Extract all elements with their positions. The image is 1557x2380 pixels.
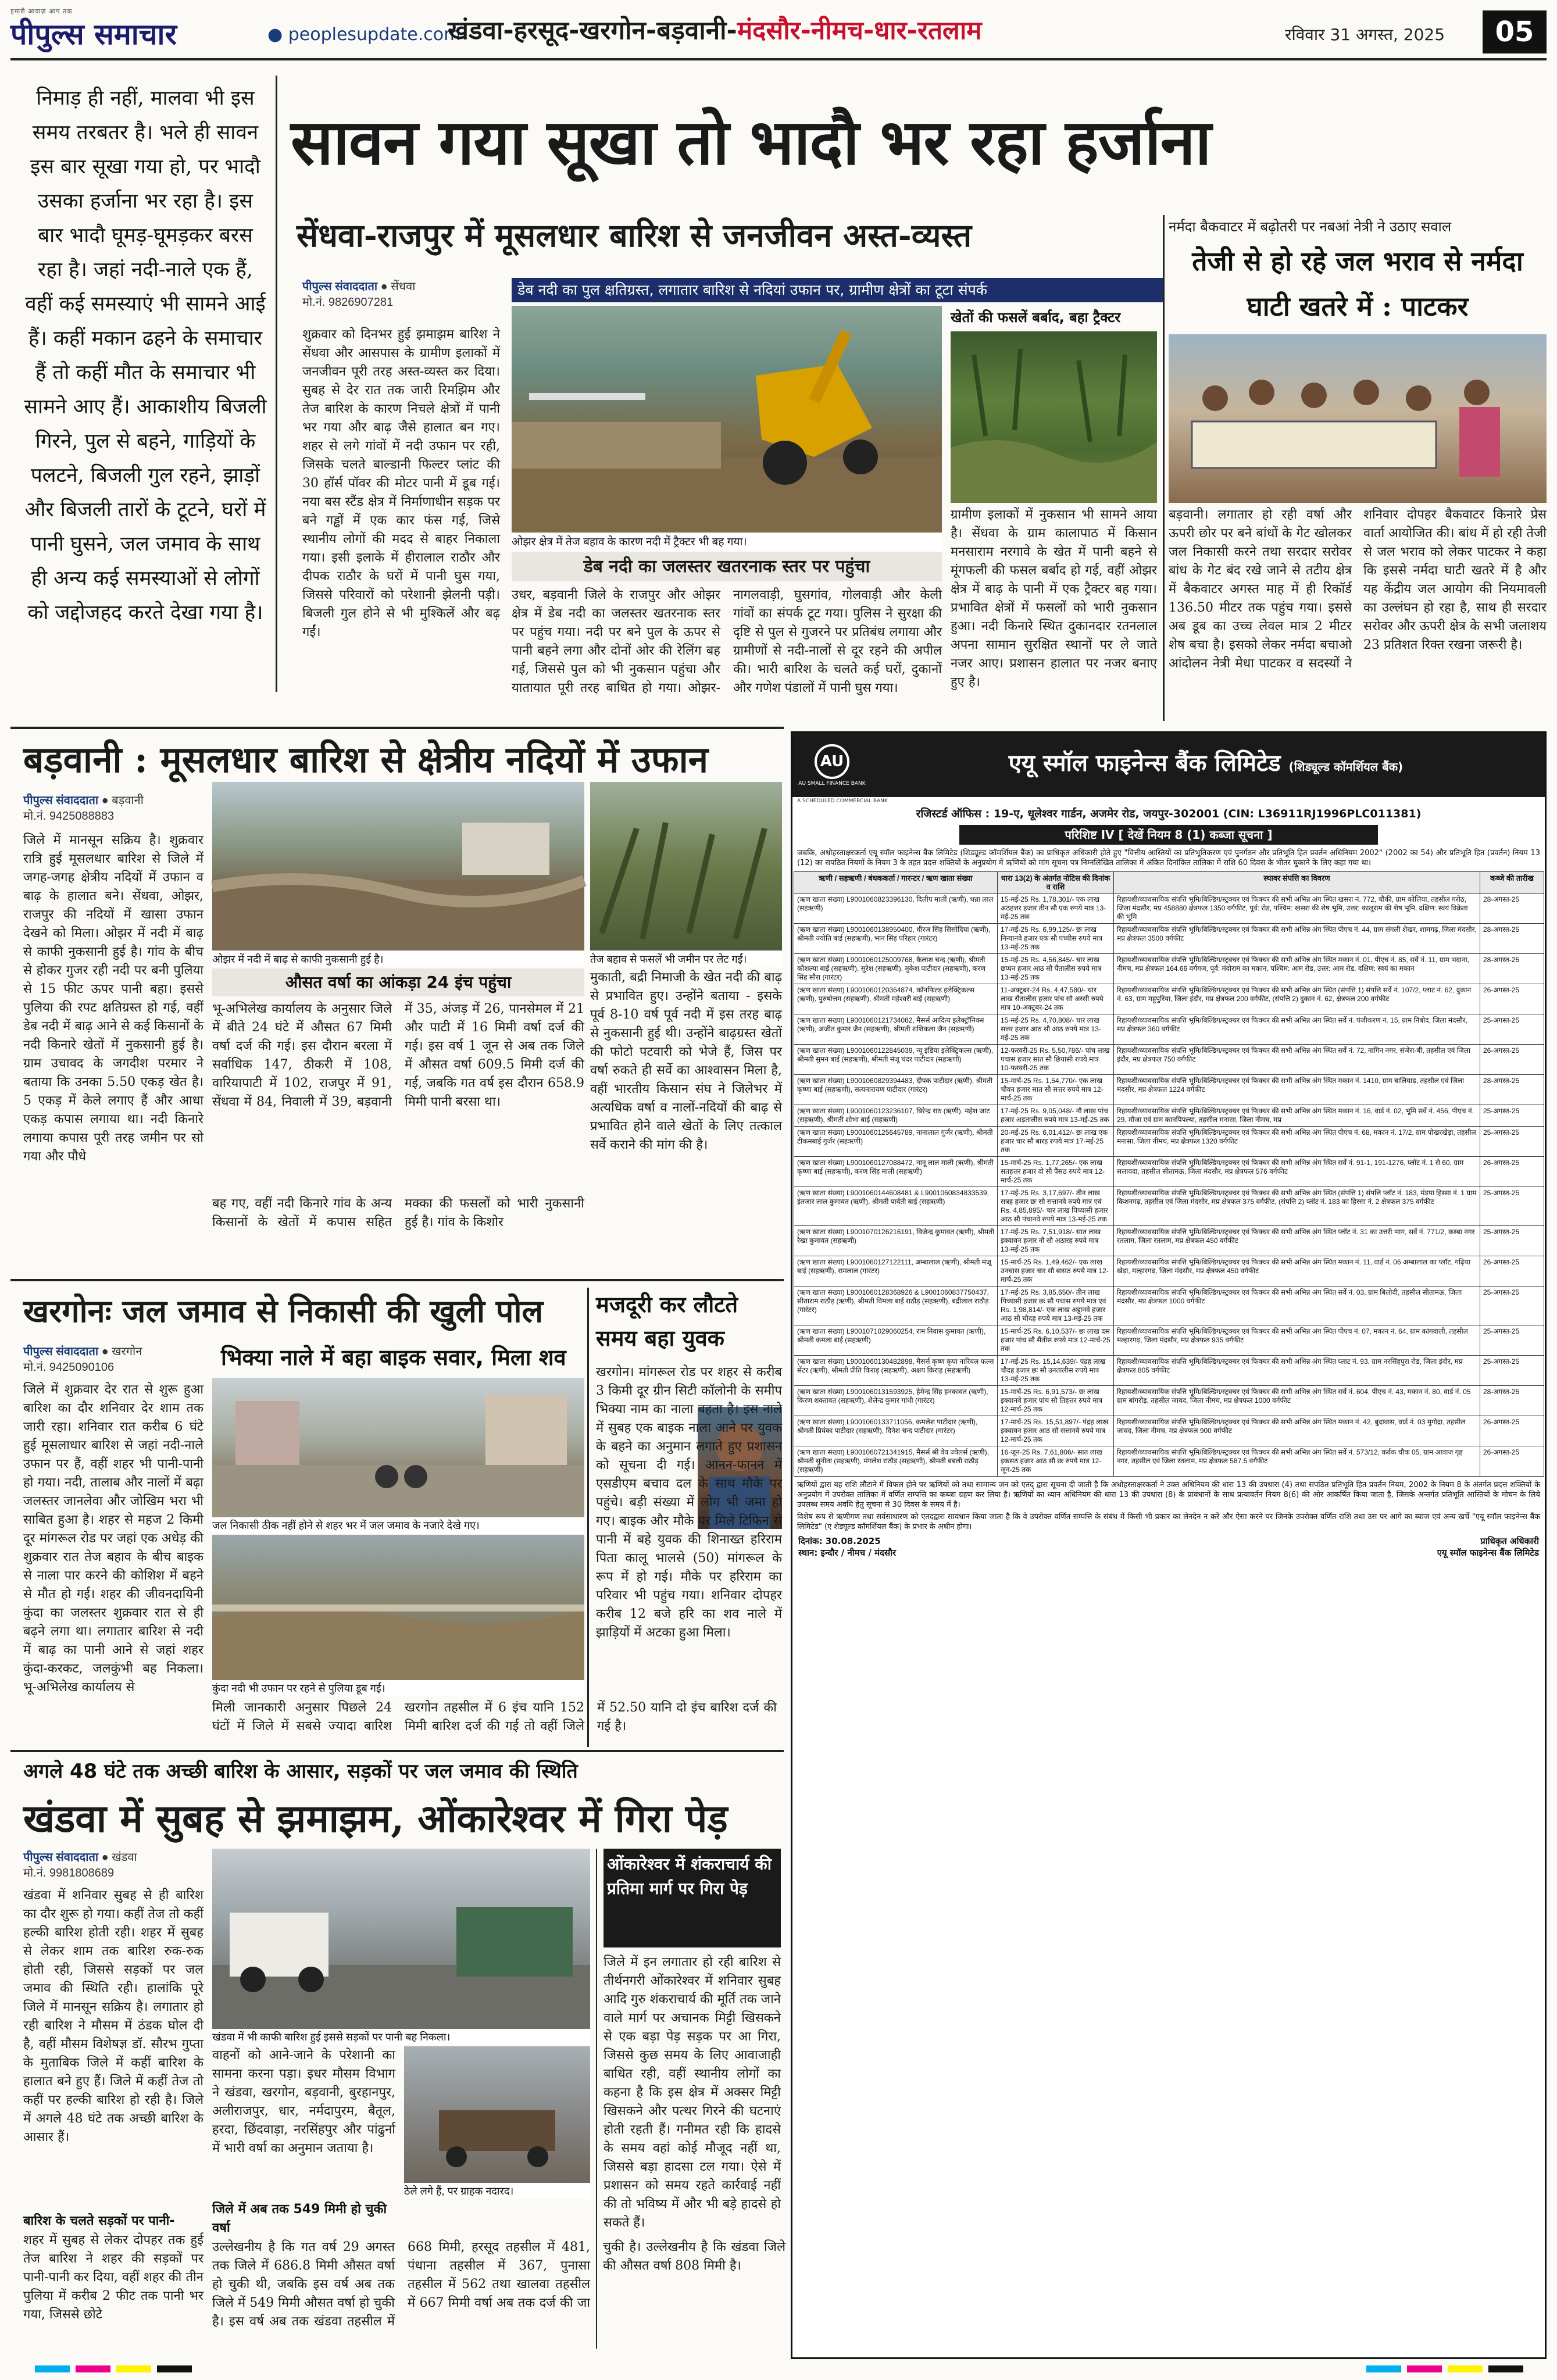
cell-borrower: (ऋण खाता संख्या) L9001060123236107, बिरेन्द्र राठ (ऋणी), महेश जाट (सहऋणी), श्रीमती शोभा बाई (सहऋणी) xyxy=(794,1105,998,1127)
barwani-headline: बड़वानी : मूसलधार बारिश से क्षेत्रीय नदियों में उफान xyxy=(23,738,709,781)
cell-borrower: (ऋण खाता संख्या) L9001060125009768, कैलाश चन्द (ऋणी), श्रीमती कौशल्या बाई (सहऋणी), सुरेश (सहऋणी), मुकेश पाटीदार (सहऋणी), करण सिंह सौरा (गारंटर) xyxy=(794,954,998,984)
cell-property: रिहायशी/व्यावसायिक संपत्ति भूमि/बिल्डिंग/स्ट्रक्चर एवं फिक्चर की सभी अभिन्न अंग स्थित पीएच नं. 68, मकान नं. 17/2, ग्राम पोखरखेड़ा, तहसील मनासा, जिला नीमच, मप्र क्षेत्रफल 1320 वर्गफीट xyxy=(1114,1127,1480,1157)
barwani-caption-1: ओझर में नदी में बाढ़ से काफी नुकसानी हुई है। xyxy=(212,951,584,967)
khandwa-photo-2 xyxy=(404,2046,590,2183)
byline-city: ● खरगोन xyxy=(101,1345,142,1358)
cell-property: रिहायशी/व्यावसायिक संपत्ति भूमि/बिल्डिंग/स्ट्रक्चर एवं फिक्चर की सभी अभिन्न अंग स्थित सर्वे नं. 573/12, कर्वक चौक 05, ग्राम आवाज गृह नगर, तहसील एवं जिला रतलाम, मप्र क्षेत्रफल 587.5 वर्गफीट xyxy=(1114,1446,1480,1477)
cell-borrower: (ऋण खाता संख्या) L9001060823396130, दिलीप मालीं (ऋणी), धन्ना लाल (सहऋणी) xyxy=(794,894,998,924)
cell-date: 26-अगस्त-25 xyxy=(1480,1157,1544,1187)
narmada-kicker: नर्मदा बैकवाटर में बढ़ोतरी पर नबआं नेत्री ने उठाए सवाल xyxy=(1169,219,1452,235)
byline-org: पीपुल्स संवाददाता xyxy=(302,280,378,293)
khargone-photo-2 xyxy=(212,1535,584,1680)
notice-heading: परिशिष्ट IV [ देखें नियम 8 (1) कब्जा सूचना ] xyxy=(959,825,1378,845)
protest-photo xyxy=(1169,334,1547,503)
byline-phone: मो.नं. 9425090106 xyxy=(23,1361,115,1374)
cell-date: 25-अगस्त-25 xyxy=(1480,1105,1544,1127)
cell-borrower: (ऋण खाता संख्या) L9001060120364874, कॉनफिल्ड इलेक्ट्रिकल्स (ऋणी), पुरुषोत्तम (सहऋणी), श्रीमती महेश्वरी बाई (सहऋणी) xyxy=(794,984,998,1014)
sendhwa-strip: डेब नदी का पुल क्षतिग्रस्त, लगातार बारिश से नदियां उफान पर, ग्रामीण क्षेत्रों का टूटा संपर्क xyxy=(512,278,1163,302)
table-row xyxy=(794,1226,1544,1256)
byline-city: ● बड़वानी xyxy=(101,794,144,807)
table-row xyxy=(794,1287,1544,1325)
ad-title xyxy=(867,747,1545,783)
regions-black: खंडवा-हरसूद-खरगोन-बड़वानी- xyxy=(448,16,737,45)
table-row xyxy=(794,1075,1544,1105)
page-number: 05 xyxy=(1483,10,1547,53)
column-divider xyxy=(596,1849,597,2349)
ad-title-text: एयू स्मॉल फाइनेन्स बैंक लिमिटेड xyxy=(1008,750,1281,777)
omkareshwar-body: जिले में इन लगातार हो रही बारिश से तीर्थनगरी ओंकारेश्वर में शनिवार सुबह आदि गुरु शंकराचार्य की मूर्ति तक जाने वाले मार्ग पर अचानक मिट्टी खिसकने से एक बड़ा पेड़ सड़क पर आ गिरा, जिससे कुछ समय के लिए आवाजाही बाधित रही, वहीं स्थानीय लोगों का कहना है कि इस क्षेत्र में अक्सर मिट्टी खिसकने और पत्थर गिरने की घटनाएं होती रहती हैं। गनीमत रही कि हादसे के समय वहां कोई मौजूद नहीं था, जिससे बड़ा हादसा टल गया। ऐसे में प्रशासन को समय रहते कार्रवाई नहीं की तो भविष्य में और भी बड़े हादसे हो सकते हैं। xyxy=(603,1955,781,2230)
table-row xyxy=(794,1325,1544,1356)
issue-date: रविवार 31 अगस्त, 2025 xyxy=(1285,25,1445,44)
cell-property: रिहायशी/व्यावसायिक संपत्ति भूमि/बिल्डिंग/स्ट्रक्चर एवं फिक्चर की सभी अभिन्न अंग स्थित सर्वे नं. 03, ग्राम बिलोदी, तहसील सीतामऊ, जिला मंदसौर, मप्र क्षेत्रफल 1000 वर्गफीट xyxy=(1114,1287,1480,1325)
sidebar-intro: निमाड़ ही नहीं, मालवा भी इस समय तरबतर है। भले ही सावन इस बार सूखा गया हो, पर भादौ उसका हर्जाना भर रहा है। इस बार भादौ घूमड़-घूमड़कर बरस रहा है। जहां नदी-नाले एक हैं, वहीं कई समस्याएं भी सामने आई हैं। कहीं मकान ढहने के समाचार हैं तो कहीं मौत के समाचार भी सामने आए हैं। आकाशीय बिजली गिरने, पुल से बहने, गाड़ियों के पलटने, बिजली गुल रहने, झाड़ों और बिजली तारों के टूटने, घरों में पानी घुसने, जल जमाव के साथ ही अन्य कई समस्याओं से लोगों को जद्दोजहद करते देखा गया है। xyxy=(24,87,267,624)
table-row xyxy=(794,1446,1544,1477)
barwani-tail: बह गए, वहीं नदी किनारे गांव के अन्य किसानों के खेतों में कपास सहित मक्का की फसलों को भारी नुकसानी हुई है। गांव के किशोर xyxy=(212,1196,584,1230)
cell-borrower: (ऋण खाता संख्या) L9001060128368926 & L9001060837750437, सीताराम राठौड़ (ऋणी), श्रीमती विमला बाई राठौड़ (सहऋणी), बद्रीलाल राठौड़ (गारंटर) xyxy=(794,1287,998,1325)
table-row xyxy=(794,894,1544,924)
barwani-photo-2 xyxy=(590,782,782,950)
cell-property: रिहायशी/व्यावसायिक संपत्ति भूमि/बिल्डिंग/स्ट्रक्चर एवं फिक्चर की सभी अभिन्न अंग स्थित (संपत्ति 1) संपत्ति प्लॉट नं. 183, मंडपा हिस्सा नं. 1 ग्राम किशनगढ़, तहसील एवं जिला मंदसौर, मप्र क्षेत्रफल 375 वर्गफीट, (संपत्ति 2) प्लॉट नं. 183 का हिस्सा नं. 2 क्षेत्रफल 375 वर्गफीट xyxy=(1114,1187,1480,1226)
table-row xyxy=(794,924,1544,954)
signatory-title: प्राधिकृत अधिकारी xyxy=(1480,1536,1539,1546)
table-row xyxy=(794,1256,1544,1287)
cell-date: 26-अगस्त-25 xyxy=(1480,1416,1544,1446)
regions-red: मंदसौर-नीमच-धार-रतलाम xyxy=(737,16,982,45)
cell-borrower: (ऋण खाता संख्या) L9001060721341915, मैसर्स श्री वेव ज्वेलर्स (ऋणी), श्रीमती सुनीता (सहऋणी), मंगलेश राठौड़ (सहऋणी), श्रीमती बबली राठौड़ (सहऋणी) xyxy=(794,1446,998,1477)
cell-date: 25-अगस्त-25 xyxy=(1480,1014,1544,1045)
traffic-illustration xyxy=(212,1849,590,2029)
column-divider xyxy=(587,1288,589,1747)
print-color-bar xyxy=(35,2364,1523,2374)
barwani-col3: मुकाती, बद्री निमाजी के खेत नदी की बाढ़ से प्रभावित हुए। उन्होंने बताया - इसके पूर्व 8-10 वर्ष पूर्व नदी में इस तरह बाढ़ से नुकसानी हुई थी। उन्होंने बाढ़ग्रस्त खेतों की फोटो पटवारी को भेजे हैं, जिस पर वर्षा रुकते ही सर्वे का आश्वासन मिला है, वहीं भारतीय किसान संघ ने जिलेभर में अत्यधिक वर्षा व नालों-नदियों की बाढ़ से प्रभावित होने वाले खेतों के लिए तत्काल सर्वे कराने की मांग की है। xyxy=(590,970,782,1152)
crop-field-illustration xyxy=(590,782,782,950)
ad-title-block xyxy=(867,747,1545,783)
possession-table xyxy=(794,871,1544,1477)
khandwa-photo-1 xyxy=(212,1849,590,2029)
au-logo-icon: AU xyxy=(815,744,849,779)
ad-header xyxy=(792,733,1545,797)
notice-place: स्थान: इन्दौर / नीमच / मंदसौर xyxy=(798,1548,897,1558)
cell-property: रिहायशी/व्यावसायिक संपत्ति भूमि/बिल्डिंग/स्ट्रक्चर एवं फिक्चर की सभी अभिन्न अंग स्थित पीएच नं. 07, मकान नं. 64, ग्राम कांगवाली, तहसील मल्हारगढ़, जिला मंदसौर, मप्र क्षेत्रफल 935 वर्गफीट xyxy=(1114,1325,1480,1356)
khandwa-caption-2: ठेले लगे हैं, पर ग्राहक नदारद। xyxy=(404,2183,590,2199)
cell-date: 26-अगस्त-25 xyxy=(1480,1045,1544,1075)
ad-address: रजिस्टर्ड ऑफिस : 19-ए, धूलेश्वर गार्डन, अजमेर रोड, जयपुर-302001 (CIN: L36911RJ1996PLC011381) xyxy=(916,807,1422,820)
cell-notice: 17-मई-25 Rs. 9,05,048/- नौ लाख पांच हजार अड़तालीस रुपये मात्र 13-मई-25 तक xyxy=(998,1105,1114,1127)
cell-date: 26-अगस्त-25 xyxy=(1480,1446,1544,1477)
khargone-body: जिले में शुक्रवार देर रात से शुरू हुआ बारिश का दौर शनिवार देर शाम तक जारी रहा। शनिवार रात करीब 6 घंटे हुई मूसलाधार बारिश से जहां नदी-नाले उफान पर हैं, वहीं शहर भी पानी-पानी हो गया। नदी, तालाब और नालों में बढ़ा जलस्तर जानलेवा और जोखिम भरा भी साबित हुआ है। शहर से महज 2 किमी दूर मांगरूल रोड पर जहां एक अधेड़ की शुक्रवार रात तेज बहाव के बीच बाइक से नाला पार करने की कोशिश में बहने से मौत हो गई। शहर की जीवनदायिनी कुंदा का जलस्तर शुक्रवार रात से ही बढ़ने लगा था। लगातार बारिश से नदी में बाढ़ का पानी आने से जहां शहर कुंदा-करकट, जलकुंभी बह निकला। भू-अभिलेख कार्यालय से xyxy=(23,1382,203,1695)
header-rule xyxy=(10,58,1547,60)
table-row xyxy=(794,1105,1544,1127)
cell-property: रिहायशी/व्यावसायिक संपत्ति भूमि/बिल्डिंग/स्ट्रक्चर एवं फिक्चर की सभी अभिन्न अंग स्थित मकान नं. 1410, ग्राम बालियाड़, तहसील एवं जिला मंदसौर, मप्र क्षेत्रफल 1224 वर्गफीट xyxy=(1114,1075,1480,1105)
cell-property: रिहायशी/व्यावसायिक संपत्ति भूमि/बिल्डिंग/स्ट्रक्चर एवं फिक्चर की सभी अभिन्न अंग स्थित मकान नं. 11, वार्ड नं. 06 अम्बालाल का प्लॉट, गढ़िया खेड़ा, मल्हारगढ़, जिला मंदसौर, मप्र क्षेत्रफल 450 वर्गफीट xyxy=(1114,1256,1480,1287)
khandwa-body: खंडवा में शनिवार सुबह से ही बारिश का दौर शुरू हो गया। कहीं तेज तो कहीं हल्की बारिश होती रही। शहर में सुबह से लेकर शाम तक बारिश रुक-रुक होती रही, जिससे सड़कों पर जल जमाव की स्थिति रही। हालांकि पूरे जिले में मानसून सक्रिय है। लगातार हो रही बारिश ने मौसम में ठंडक घोल दी है, वहीं मौसम विशेषज्ञ डॉ. सौरभ गुप्ता के मुताबिक जिले में कहीं बारिश के हालात बने हुए हैं। जिले में कहीं तेज तो कहीं पर हल्की बारिश हो रही है। जिले में अगले 48 घंटे तक अच्छी बारिश के आसार हैं। xyxy=(23,1888,203,2145)
cell-borrower: (ऋण खाता संख्या) L9001071029060254, राम निवास कुमावत (ऋणी), श्रीमती कमला बाई (सहऋणी) xyxy=(794,1325,998,1356)
notice-date: दिनांक: 30.08.2025 xyxy=(798,1536,881,1546)
crop-illustration xyxy=(951,331,1157,503)
byline-city: ● सेंधवा xyxy=(380,280,416,293)
cell-property: रिहायशी/व्यावसायिक संपत्ति भूमि/बिल्डिंग/स्ट्रक्चर एवं फिक्चर की सभी अभिन्न अंग स्थित सर्वे नं. 91-1, 191-1276, प्लॉट नं. 1 से 60, ग्राम सलावदा, तहसील सीतामऊ, जिला मंदसौर, मप्र क्षेत्रफल 576 वर्गफीट xyxy=(1114,1157,1480,1187)
barwani-photo-1 xyxy=(212,782,584,950)
table-row xyxy=(794,954,1544,984)
byline-org: पीपुल्स संवाददाता xyxy=(23,1851,99,1864)
cell-property: रिहायशी/व्यावसायिक संपत्ति भूमि/बिल्डिंग/स्ट्रक्चर एवं फिक्चर की सभी अभिन्न अंग स्थित मकान नं. 01, पीएच नं. 85, सर्वे नं. 11, ग्राम भदाना, नीमच, मप्र क्षेत्रफल 164.66 वर्गगज, पूर्व: मंदोराम का मकान, पश्चिम: आम रोड, उत्तर: आम रोड, दक्षिण: स्वयं का मकान xyxy=(1114,954,1480,984)
byline-org: पीपुल्स संवाददाता xyxy=(23,1345,99,1358)
au-logo xyxy=(797,736,867,794)
crop-caption: खेतों की फसलें बर्बाद, बहा ट्रैक्टर xyxy=(951,309,1121,326)
avg-rain-subhead: औसत वर्षा का आंकड़ा 24 इंच पहुंचा xyxy=(212,969,584,996)
omkareshwar-headline: ओंकारेश्वर में शंकराचार्य की प्रतिमा मार्ग पर गिरा पेड़ xyxy=(603,1849,781,1947)
narmada-headline: तेजी से हो रहे जल भराव से नर्मदा घाटी खतरे में : पाटकर xyxy=(1192,245,1523,322)
cell-property: रिहायशी/व्यावसायिक संपत्ति भूमि/बिल्डिंग/स्ट्रक्चर एवं फिक्चर की सभी अभिन्न अंग स्थित पीएच नं. 44, ग्राम संगली शेखर, शामगढ़, जिला मंदसौर, मप्र क्षेत्रफल 3500 वर्गफीट xyxy=(1114,924,1480,954)
cell-date: 25-अगस्त-25 xyxy=(1480,1356,1544,1386)
column-divider xyxy=(276,76,277,692)
majdoori-headline: मजदूरी कर लौटते समय बहा युवक xyxy=(596,1291,738,1351)
cell-notice: 15-मार्च-25 Rs. 1,77,265/- एक लाख सतहत्तर हजार दो सौ पैंसठ रुपये मात्र 12-मार्च-25 तक xyxy=(998,1157,1114,1187)
rain-body: उल्लेखनीय है कि गत वर्ष 29 अगस्त तक जिले में 686.8 मिमी औसत वर्षा हो चुकी थी, जबकि इस वर्ष अब तक जिले में 549 मिमी औसत वर्षा हो चुकी है। इस वर्ष अब तक खंडवा तहसील में 668 मिमी, हरसूद तहसील में 481, पंधाना तहसील में 367, पुनासा तहसील में 562 तथा खालवा तहसील में 667 मिमी वर्षा अब तक दर्ज की जा चुकी है। उल्लेखनीय है कि खंडवा जिले की औसत वर्षा 808 मिमी है। xyxy=(212,2240,785,2329)
byline-phone: मो.नं. 9425088883 xyxy=(23,810,115,823)
cell-notice: 17-मई-25 Rs. 7,51,918/- सात लाख इक्यावन हजार नौ सौ अठारह रुपये मात्र 13-मई-25 तक xyxy=(998,1226,1114,1256)
khandwa-byline xyxy=(23,1849,198,1880)
byline-phone: मो.नं. 9981808689 xyxy=(23,1867,115,1879)
cell-property: रिहायशी/व्यावसायिक संपत्ति भूमि/बिल्डिंग/स्ट्रक्चर एवं फिक्चर की सभी अभिन्न अंग स्थित मकान नं. 16, वार्ड नं. 02, भूमि सर्वे नं. 456, पीएच नं. 29, मौजा एवं ग्राम कानपिपल्या, तहसील मनासा, जिला नीमच, मप्र xyxy=(1114,1105,1480,1127)
protest-illustration xyxy=(1169,334,1547,503)
khargone-caption-1: जल निकासी ठीक नहीं होने से शहर भर में जल जमाव के नजारे देखे गए। xyxy=(212,1517,584,1534)
barwani-body: जिले में मानसून सक्रिय है। शुक्रवार रात्रि हुई मूसलधार बारिश से जिले में जगह-जगह क्षेत्रीय नदियों में उफान व बाढ़ के हालात बने। सेंधवा, ओझर, राजपुर की नदियों में खासा उफान देखने को मिला। ओझर में नदी में बाढ़ से काफी नुकसानी हुई है। गांव के बीच से होकर गुजर रही नदी पर बनी पुलिया से 15 फीट ऊपर पानी बहा। इससे पुलिया की रपट क्षतिग्रस्त हो गई, वहीं डेब नदी में बाढ़ आने से कई किसानों के नदी किनारे खेतों में नुकसानी हुई है। ग्राम उचावद के जगदीश परमार ने बताया कि उनका 5.50 एकड़ खेत है। 5 एकड़ में केले लगाए हैं और आधा एकड़ कपास लगाया था। नदी किनारे लगाया कपास पूरी तरह जमीन पर सो गया और पौधे xyxy=(23,833,203,1164)
banner-headline: सावन गया सूखा तो भादौ भर रहा हर्जाना xyxy=(291,106,1211,179)
section-rule xyxy=(10,1750,784,1752)
khandwa-kicker: अगले 48 घंटे तक अच्छी बारिश के आसार, सड़कों पर जल जमाव की स्थिति xyxy=(23,1760,578,1783)
section-regions xyxy=(448,12,982,52)
khargone-photo-1 xyxy=(212,1378,584,1517)
cart-illustration xyxy=(404,2046,590,2183)
bank-notice-ad xyxy=(791,731,1547,2359)
cell-date: 28-अगस्त-25 xyxy=(1480,1075,1544,1105)
cell-borrower: (ऋण खाता संख्या) L9001060829394483, दीपक पाटीदार (ऋणी), श्रीमती कृष्णा बाई (सहऋणी), सत्यनारायण पाटीदार (गारंटर) xyxy=(794,1075,998,1105)
cell-borrower: (ऋण खाता संख्या) L9001060131593925, हेमेन्द्र सिंह हनकावत (ऋणी), किरण शक्तावत (सहऋणी), शैलेन्द्र कुमार गांधी (गारंटर) xyxy=(794,1386,998,1416)
byline-org: पीपुल्स संवाददाता xyxy=(23,794,99,807)
col-header-borrower: ऋणी / सहऋणी / बंधककर्ता / गारन्टर / ऋण खाता संख्या xyxy=(794,872,998,894)
cell-borrower: (ऋण खाता संख्या) L9001060144608481 & L9001060834833539, इंतजार लाल कुमावत (ऋणी), श्रीमती पार्वती बाई (सहऋणी) xyxy=(794,1187,998,1226)
cell-notice: 15-मई-25 Rs. 1,78,301/- एक लाख अठहत्तर हजार तीन सौ एक रुपये मात्र 13-मई-25 तक xyxy=(998,894,1114,924)
bridge-photo xyxy=(512,306,942,533)
river-illustration xyxy=(212,1535,584,1680)
masthead-logo xyxy=(10,7,255,53)
table-row xyxy=(794,1386,1544,1416)
deb-body: उधर, बड़वानी जिले के राजपुर और ओझर क्षेत्र में डेब नदी का जलस्तर खतरनाक स्तर पर पहुंच गया। नदी पर बने पुल के ऊपर से पानी बहने लगा और दोनों ओर की रेलिंग बह गई, जिससे पुल को भी नुकसान पहुंचा और यातायात पूरी तरह बाधित हो गया। ओझर- नागलवाड़ी, घुसगांव, गोलवाड़ी और केली गांवों का संपर्क टूट गया। पुलिस ने सुरक्षा की दृष्टि से पुल से गुजरने पर प्रतिबंध लगाया और ग्रामीणों से नदी-नालों से दूर रहने की अपील की। भारी बारिश के चलते कई घरों, दुकानों और गणेश पंडालों में पानी घुस गया। xyxy=(512,588,942,695)
tractor-illustration xyxy=(512,306,942,533)
table-row xyxy=(794,1157,1544,1187)
masthead-brand: पीपुल्स समाचार xyxy=(10,17,177,51)
bridge-caption: ओझर क्षेत्र में तेज बहाव के कारण नदी में ट्रैक्टर भी बह गया। xyxy=(512,534,942,551)
signatory-bank: एयू स्मॉल फाइनेन्स बैंक लिमिटेड xyxy=(1437,1548,1539,1558)
cell-borrower: (ऋण खाता संख्या) L9001060127088472, नानू लाल माली (ऋणी), श्रीमती कृष्णा बाई (सहऋणी), करण सिंह माली (सहऋणी) xyxy=(794,1157,998,1187)
cell-date: 25-अगस्त-25 xyxy=(1480,1127,1544,1157)
cell-borrower: (ऋण खाता संख्या) L9001060138950400, धीरज सिंह सिसोदिया (ऋणी), श्रीमती ज्योति बाई (सहऋणी), भान सिंह परिहार (गारंटर) xyxy=(794,924,998,954)
table-row xyxy=(794,1127,1544,1157)
avg-rain-body: भू-अभिलेख कार्यालय के अनुसार जिले में बीते 24 घंटे में औसत 67 मिमी वर्षा दर्ज की गई। इस दौरान बरला में सर्वाधिक 147, ठीकरी में 108, वारियापाटी में 102, राजपुर में 91, सेंधवा में 84, निवाली में 39, बड़वानी में 35, अंजड़ में 26, पानसेमल में 21 और पाटी में 16 मिमी वर्षा दर्ज की गई। इस वर्ष 1 जून से अब तक जिले में औसत वर्षा 609.5 मिमी दर्ज की गई, जबकि गत वर्ष इस दौरान 658.9 मिमी पानी बरसा था। xyxy=(212,1002,584,1109)
cell-date: 28-अगस्त-25 xyxy=(1480,894,1544,924)
cell-notice: 17-मई-25 Rs. 3,85,650/- तीन लाख पिच्यासी हजार छः सौ पचास रुपये मात्र एवं Rs. 1,98,814/- एक लाख अट्ठानवे हजार आठ सौ चौदह रुपये मात्र 13-मई-25 तक xyxy=(998,1287,1114,1325)
cell-notice: 11-अक्टूबर-24 Rs. 4,47,580/- चार लाख सैंतालीस हजार पांच सौ अस्सी रुपये मात्र 10-अक्टूबर-24 तक xyxy=(998,984,1114,1014)
crop-photo xyxy=(951,331,1157,503)
section-rule xyxy=(10,1279,784,1281)
khandwa-headline: खंडवा में सुबह से झमाझम, ओंकारेश्वर में गिरा पेड़ xyxy=(23,1796,728,1841)
cell-date: 25-अगस्त-25 xyxy=(1480,1187,1544,1226)
masthead-tagline: हमारी आवाज़ आप तक xyxy=(10,8,73,15)
cell-notice: 17-मई-25 Rs. 6,99,125/- छः लाख निन्यानवे हजार एक सौ पच्चीस रुपये मात्र 13-मई-25 तक xyxy=(998,924,1114,954)
cell-borrower: (ऋण खाता संख्या) L9001060130482898, मैसर्स कृष्ण कृपा नारियल फल्स सेंटर (ऋणी), श्रीमती प्रीति किराड़ (सहऋणी), अक्षय किराड़ (सहऋणी) xyxy=(794,1356,998,1386)
barwani-byline xyxy=(23,792,198,823)
khandwa-sub-body: शहर में सुबह से लेकर दोपहर तक हुई तेज बारिश ने शहर की सड़कों पर पानी-पानी कर दिया, वहीं शहर की तीन पुलिया में करीब 2 फीट तक पानी भर गया, जिससे छोटे xyxy=(23,2233,203,2322)
cell-notice: 15-मार्च-25 Rs. 1,49,462/- एक लाख उनचास हजार चार सौ बासठ रुपये मात्र 12-मार्च-25 तक xyxy=(998,1256,1114,1287)
table-row xyxy=(794,1356,1544,1386)
cell-borrower: (ऋण खाता संख्या) L9001060127122111, अम्बालाल (ऋणी), श्रीमती मंजू बाई (सहऋणी), रामलाल (गारंटर) xyxy=(794,1256,998,1287)
table-row xyxy=(794,984,1544,1014)
cell-notice: 15-मार्च-25 Rs. 6,10,537/- छः लाख दस हजार पांच सौ सैंतीस रुपये मात्र 12-मार्च-25 तक xyxy=(998,1325,1114,1356)
cell-notice: 15-मार्च-25 Rs. 1,54,770/- एक लाख चौवन हजार सात सौ सत्तर रुपये मात्र 12-मार्च-25 तक xyxy=(998,1075,1114,1105)
narmada-body: बड़वानी। लगातार हो रही वर्षा और ऊपरी छोर पर बने बांधों के गेट खोलकर जल निकासी करने तथा सरदार सरोवर बांध के गेट बंद रखे जाने से तटीय क्षेत्र में बैकवाटर अगस्त माह में ही रिकॉर्ड 136.50 मीटर तक पहुंच गया। इससे अब डूब का उच्च लेवल मात्र 2 मीटर शेष बचा है। इसको लेकर नर्मदा बचाओ आंदोलन नेत्री मेधा पाटकर व सदस्यों ने शनिवार दोपहर बैकवाटर किनारे प्रेस वार्ता आयोजित की। बांध में हो रही तेजी से जल भराव को लेकर पाटकर ने कहा कि इससे नर्मदा घाटी खतरे में है और यह केंद्रीय जल आयोग की नियमावली का उल्लंघन हो रहा है, साथ ही सरदार सरोवर और ऊपरी क्षेत्र के सभी जलाशय 23 प्रतिशत रिक्त रखना जरूरी है। xyxy=(1169,508,1547,671)
table-row xyxy=(794,1416,1544,1446)
cell-property: रिहायशी/व्यावसायिक संपत्ति भूमि/बिल्डिंग/स्ट्रक्चर एवं फिक्चर की सभी अभिन्न अंग स्थित प्लॉट नं. 31 का उत्तरी भाग, सर्वे नं. 771/2, कस्बा नगर रतलाम, जिला रतलाम, मप्र क्षेत्रफल 450 वर्गफीट xyxy=(1114,1226,1480,1256)
table-row xyxy=(794,1045,1544,1075)
sendhwa-headline: सेंधवा-राजपुर में मूसलधार बारिश से जनजीवन अस्त-व्यस्त xyxy=(297,216,972,254)
website-link[interactable]: ● peoplesupdate.com xyxy=(267,24,461,45)
table-row xyxy=(794,1187,1544,1226)
street-flood-illustration xyxy=(212,1378,584,1517)
cell-notice: 15-मई-25 Rs. 4,56,845/- चार लाख छप्पन हजार आठ सौ पैंतालीस रुपये मात्र 13-मई-25 तक xyxy=(998,954,1114,984)
cell-date: 25-अगस्त-25 xyxy=(1480,1325,1544,1356)
ad-title-note: (शिड्यूल्ड कॉमर्शियल बैंक) xyxy=(1288,760,1404,774)
table-header-row xyxy=(794,872,1544,894)
byline-city: ● खंडवा xyxy=(101,1851,137,1864)
cell-date: 28-अगस्त-25 xyxy=(1480,954,1544,984)
sendhwa-body: शुक्रवार को दिनभर हुई झमाझम बारिश ने सेंधवा और आसपास के ग्रामीण इलाकों में जनजीवन पूरी तरह अस्त-व्यस्त कर दिया। सुबह से देर रात तक जारी रिमझिम और तेज बारिश के कारण निचले क्षेत्रों में पानी भर गया और बाढ़ जैसे हालात बन गए। शहर से लगे गांवों में नदी उफान पर रही, जिसके चलते बाल्डानी फिल्टर प्लांट की 30 हॉर्स पॉवर की मोटर पानी में डूब गई। नया बस स्टैंड क्षेत्र में निर्माणाधीन सड़क पर बने गड्ढों में एक कार फंस गई, जिसे स्थानीय लोगों की मदद से बाहर निकाला गया। इसी इलाके में हीरालाल राठौर और दीपक राठौर के घरों में पानी घुस गया, जिससे परिवारों को परेशानी झेलनी पड़ी। बिजली गुल होने से भी मुश्किलें और बढ़ गईं। xyxy=(302,327,500,639)
registration-marks xyxy=(35,2364,1523,2374)
khargone-lower: मिली जानकारी अनुसार पिछले 24 घंटों में जिले में सबसे ज्यादा बारिश खरगोन तहसील में 6 इंच यानि 152 मिमी बारिश दर्ज की गई तो वहीं जिले में 52.50 यानि दो इंच बारिश दर्ज की गई है। xyxy=(212,1700,777,1734)
cell-date: 25-अगस्त-25 xyxy=(1480,1226,1544,1256)
cell-property: रिहायशी/व्यावसायिक संपत्ति भूमि/बिल्डिंग/स्ट्रक्चर एवं फिक्चर की सभी अभिन्न अंग स्थित सर्वे नं. 72, नागिन नगर, संजेरा-बी, तहसील एवं जिला इंदौर, मप्र क्षेत्रफल 750 वर्गफीट xyxy=(1114,1045,1480,1075)
cell-property: रिहायशी/व्यावसायिक संपत्ति भूमि/बिल्डिंग/स्ट्रक्चर एवं फिक्चर की सभी अभिन्न अंग स्थित प्लाट नं. 93, ग्राम नरसिंहपुरा रोड, जिला इंदौर, मप्र क्षेत्रफल 805 वर्गफीट xyxy=(1114,1356,1480,1386)
au-logo-text: AU SMALL FINANCE BANK xyxy=(798,780,866,787)
cell-notice: 17-मई-25 Rs. 15,14,639/- पंद्रह लाख चौदह हजार छः सौ उनतालीस रुपये मात्र 13-मई-25 तक xyxy=(998,1356,1114,1386)
section-rule xyxy=(10,727,784,729)
rain-subhead: जिले में अब तक 549 मिमी हो चुकी वर्षा xyxy=(212,2202,387,2235)
cell-date: 25-अगस्त-25 xyxy=(1480,1287,1544,1325)
khargone-sub: भिक्या नाले में बहा बाइक सवार, मिला शव xyxy=(221,1345,566,1370)
cell-borrower: (ऋण खाता संख्या) L9001060133711056, कमलेश पाटीदार (ऋणी), श्रीमती प्रियंका पाटीदार (सहऋणी), दिनेश चन्द पाटीदार (गारंटर) xyxy=(794,1416,998,1446)
cell-borrower: (ऋण खाता संख्या) L9001070126216191, विजेन्द्र कुमावत (ऋणी), श्रीमती रेखा कुमावत (सहऋणी) xyxy=(794,1226,998,1256)
deb-subhead: डेब नदी का जलस्तर खतरनाक स्तर पर पहुंचा xyxy=(512,552,942,581)
cell-property: रिहायशी/व्यावसायिक संपत्ति भूमि/बिल्डिंग/स्ट्रक्चर एवं फिक्चर की सभी अभिन्न अंग स्थित (संपत्ति 1) संपत्ति सर्वे नं. 107/2, प्लाट नं. 62, दुकान नं. 63, ग्राम महूपुरिया, जिला इंदौर, मप्र क्षेत्रफल 200 वर्गफीट, (संपत्ति 2) दुकान नं. 62, क्षेत्रफल 200 वर्गफीट xyxy=(1114,984,1480,1014)
notice-footer-2: विशेष रूप से ऋणीगण तथा सर्वसाधारण को एतदद्वारा सावधान किया जाता है कि वे उपरोक्त वर्णित सम्पत्ति के संबंध में किसी भी प्रकार का लेनदेन न करें और ऐसा करने पर जिनके उपरोक्त वर्णित राशि तथा उस पर आगे का ब्याज एवं अन्य खर्चे "एयू स्मॉल फाइनेन्स बैंक लिमिटेड" (ए शेड्यूल्ड कॉमर्शियल बैंक) के प्रभार के अधीन होगा। xyxy=(797,1513,1540,1531)
barwani-caption-2: तेज बहाव से फसलें भी जमीन पर लेट गईं। xyxy=(590,951,782,967)
col-header-notice: धारा 13(2) के अंतर्गत नोटिस की दिनांक व राशि xyxy=(998,872,1114,894)
cell-date: 28-अगस्त-25 xyxy=(1480,1386,1544,1416)
col-header-date: कब्जे की तारीख xyxy=(1480,872,1544,894)
table-row xyxy=(794,1014,1544,1045)
cell-date: 26-अगस्त-25 xyxy=(1480,984,1544,1014)
cell-property: रिहायशी/व्यावसायिक संपत्ति भूमि/बिल्डिंग/स्ट्रक्चर एवं फिक्चर की सभी अभिन्न अंग स्थित मकान नं. 42, बुदावास, वार्ड नं. 03 मुगोद्रा, तहसील जावद, जिला नीमच, मप्र क्षेत्रफल 900 वर्गफीट xyxy=(1114,1416,1480,1446)
cell-notice: 12-फरवरी-25 Rs. 5,50,786/- पांच लाख पचास हजार सात सौ छियासी रुपये मात्र 10-फरवरी-25 तक xyxy=(998,1045,1114,1075)
cell-property: रिहायशी/व्यावसायिक संपत्ति भूमि/बिल्डिंग/स्ट्रक्चर एवं फिक्चर की सभी अभिन्न अंग स्थित सर्वे नं. पंजीकरण नं. 15, ग्राम निंबोद, जिला मंदसौर, मप्र क्षेत्रफल 360 वर्गफीट xyxy=(1114,1014,1480,1045)
cell-borrower: (ऋण खाता संख्या) L9001060122845039, न्यू इंडिया इलेक्ट्रिकल्स (ऋणी), श्रीमती सुमन बाई (सहऋणी), श्रीमती मंजू चंदर पाटीदार (सहऋणी) xyxy=(794,1045,998,1075)
cell-property: रिहायशी/व्यावसायिक संपत्ति भूमि/बिल्डिंग/स्ट्रक्चर एवं फिक्चर की सभी अभिन्न अंग स्थित खसरा नं. 772, चौकी, ग्राम कोलिया, तहसील गरोठ, जिला मंदसौर, मप्र 458880 क्षेत्रफल 1350 वर्गफीट, पूर्व: रोड, पश्चिम: खसरा की शेष भूमि, उत्तर: कालूराम की शेष भूमि, दक्षिण: स्वयं विक्रेता की भूमि xyxy=(1114,894,1480,924)
khandwa-col2: वाहनों को आने-जाने के परेशानी का सामना करना पड़ा। इधर मौसम विभाग ने खंडवा, खरगोन, बड़वानी, बुरहानपुर, अलीराजपुर, धार, नर्मदापुरम, बैतूल, हरदा, छिंदवाड़ा, नरसिंहपुर और पांढुर्ना में भारी वर्षा का अनुमान जताया है। xyxy=(212,2048,395,2156)
cell-notice: 17-मार्च-25 Rs. 15,51,897/- पंद्रह लाख इक्यावन हजार आठ सौ सत्तानवे रुपये मात्र 12-मार्च-25 तक xyxy=(998,1416,1114,1446)
khandwa-caption-1: खंडवा में भी काफी बारिश हुई इससे सड़कों पर पानी बह निकला। xyxy=(212,2029,590,2045)
cell-notice: 20-मई-25 Rs. 6,01,412/- छः लाख एक हजार चार सौ बारह रुपये मात्र 17-मई-25 तक xyxy=(998,1127,1114,1157)
column-divider xyxy=(1163,215,1165,721)
notice-signoff xyxy=(792,1533,1545,1561)
col-header-property: स्थावर संपत्ति का विवरण xyxy=(1114,872,1480,894)
table-body xyxy=(794,894,1544,1477)
cell-date: 28-अगस्त-25 xyxy=(1480,924,1544,954)
khargone-byline xyxy=(23,1343,198,1374)
byline-phone: मो.नं. 9826907281 xyxy=(302,296,394,309)
notice-footer: ऋणियों द्वारा यह राशि लौटाने में विफल होने पर ऋणियों को तथा सामान्य जन को एतद् द्वारा सूचना दी जाती है कि अधोहस्ताक्षरकर्ता ने उक्त अधिनियम की धारा 13 की उपधारा (4) तथा सपठित प्रतिभूति हित प्रवर्तन नियम, 2002 के नियम 8 के अंतर्गत प्रदत्त शक्तियों के अनुप्रयोग में उपरोक्त तालिका में वर्णित सम्पत्ति का कब्जा ग्रहण कर लिया है। ऋणियों का ध्यान अधिनियम की धारा 13 की उपधारा (8) के प्रावधानों के साथ प्रत्यावर्तन नियम 8(6) की ओर आकर्षित किया जाता है, जिसके अन्तर्गत प्रतिभूति आस्तियों के मोचन के लिये उपलब्ध समय अवधि हेतु सूचना से 30 दिवस के समय में है। xyxy=(797,1481,1540,1509)
cell-property: रिहायशी/व्यावसायिक संपत्ति भूमि/बिल्डिंग/स्ट्रक्चर एवं फिक्चर की सभी अभिन्न अंग स्थित सर्वे नं. 604, पीएच नं. 43, मकान नं. 80, वार्ड नं. 05 ग्राम बांगरोड़, तहसील जावद, जिला नीमच, मप्र क्षेत्रफल 1000 वर्गफीट xyxy=(1114,1386,1480,1416)
sendhwa-byline xyxy=(302,278,500,309)
khargone-headline: खरगोनः जल जमाव से निकासी की खुली पोल xyxy=(23,1292,544,1330)
cell-notice: 15-मार्च-25 Rs. 6,91,573/- छः लाख इक्यानवे हजार पांच सौ तिहत्तर रुपये मात्र 12-मार्च-25 तक xyxy=(998,1386,1114,1416)
majdoori-body: खरगोन। मांगरूल रोड पर शहर से करीब 3 किमी दूर ग्रीन सिटी कॉलोनी के समीप भिक्या नाम का नाला बहता है। इस नाले में सुबह एक बाइक नाला आने पर युवक के बहने का अनुमान लगाते हुए प्रशासन को सूचना दी गई। आनन-फानन में एसडीएम बचाव दल के साथ मौके पर पहुंचे। बड़ी संख्या में लोग भी जमा हो गए। बाइक और मौके पर मिले टिफिन से पानी में बहे युवक की शिनाख्त हरिराम पिता कालू भालसे (50) मांगरूल के रूप में हो गई। मौके पर हरिराम का परिवार भी पहुंच गया। शनिवार दोपहर करीब 12 बजे हरि का शव नाले में झाड़ियों में अटका हुआ मिला। xyxy=(596,1365,782,1640)
flood-illustration xyxy=(212,782,584,950)
crop-body: ग्रामीण इलाकों में नुकसान भी सामने आया है। सेंधवा के ग्राम कालापाठ में किसान मनसाराम नरगावे के खेत में पानी बहने से मूंगफली की फसल बर्बाद हो गई, वहीं ओझर क्षेत्र में बाढ़ के पानी में एक ट्रैक्टर बह गया। प्रभावित क्षेत्रों में फसलों को भारी नुकसान हुआ। नदी किनारे स्थित दुकानदार रतनलाल अपना सामान सुरक्षित स्थानों पर ले जाते नजर आए। प्रशासन हालात पर नजर बनाए हुए है। xyxy=(951,508,1158,689)
cell-notice: 17-मई-25 Rs. 3,17,697/- तीन लाख सत्रह हजार छः सौ सत्तानवे रुपये मात्र एवं Rs. 4,85,895/- चार लाख पिच्यासी हजार आठ सौ पंचानवे रुपये मात्र 13-मई-25 तक xyxy=(998,1187,1114,1226)
khandwa-subhead: बारिश के चलते सड़कों पर पानी- xyxy=(23,2214,175,2228)
cell-notice: 15-मई-25 Rs. 4,70,808/- चार लाख सत्तर हजार आठ सौ आठ रुपये मात्र 13-मई-25 तक xyxy=(998,1014,1114,1045)
cell-borrower: (ऋण खाता संख्या) L9001060121734082, मैसर्स आदित्य इलेक्ट्रॉनिक्स (ऋणी), अजीत कुमार जैन (सहऋणी), श्रीमती शशिकला जैन (सहऋणी) xyxy=(794,1014,998,1045)
cell-notice: 16-जून-25 Rs. 7,61,806/- सात लाख इकसठ हजार आठ सौ छः रुपये मात्र 12-जून-25 तक xyxy=(998,1446,1114,1477)
au-logo-sub: A SCHEDULED COMMERCIAL BANK xyxy=(797,798,888,804)
cell-date: 26-अगस्त-25 xyxy=(1480,1256,1544,1287)
notice-intro: जबकि, अधोहस्ताक्षरकर्ता एयू स्मॉल फाइनेन्स बैंक लिमिटेड (शिड्यूल्ड कॉमर्शियल बैंक) का प्राधिकृत अधिकारी होते हुए "वित्तीय आस्तियों का प्रतिभूतिकरण एवं पुनर्गठन और प्रतिभूति हित प्रवर्तन अधिनियम 2002" (2002 का 54) और प्रतिभूति हित (प्रवर्तन) नियम 13 (12) का सपठित नियमों के नियम 3 के तहत प्रदत्त शक्तियों के अनुप्रयोग में ऋणियों को मांग सूचना पत्र निम्नलिखित तालिका में अंकित दिनांकित तालिका में राशि 60 दिवस के भीतर चुकाने के लिए कहा गया था। xyxy=(797,849,1540,867)
khargone-caption-2: कुंदा नदी भी उफान पर रहने से पुलिया डूब गई। xyxy=(212,1680,584,1696)
cell-borrower: (ऋण खाता संख्या) L9001060125645789, नानालाल गुर्जर (ऋणी), श्रीमती टीकमबाई गुर्जर (सहऋणी) xyxy=(794,1127,998,1157)
